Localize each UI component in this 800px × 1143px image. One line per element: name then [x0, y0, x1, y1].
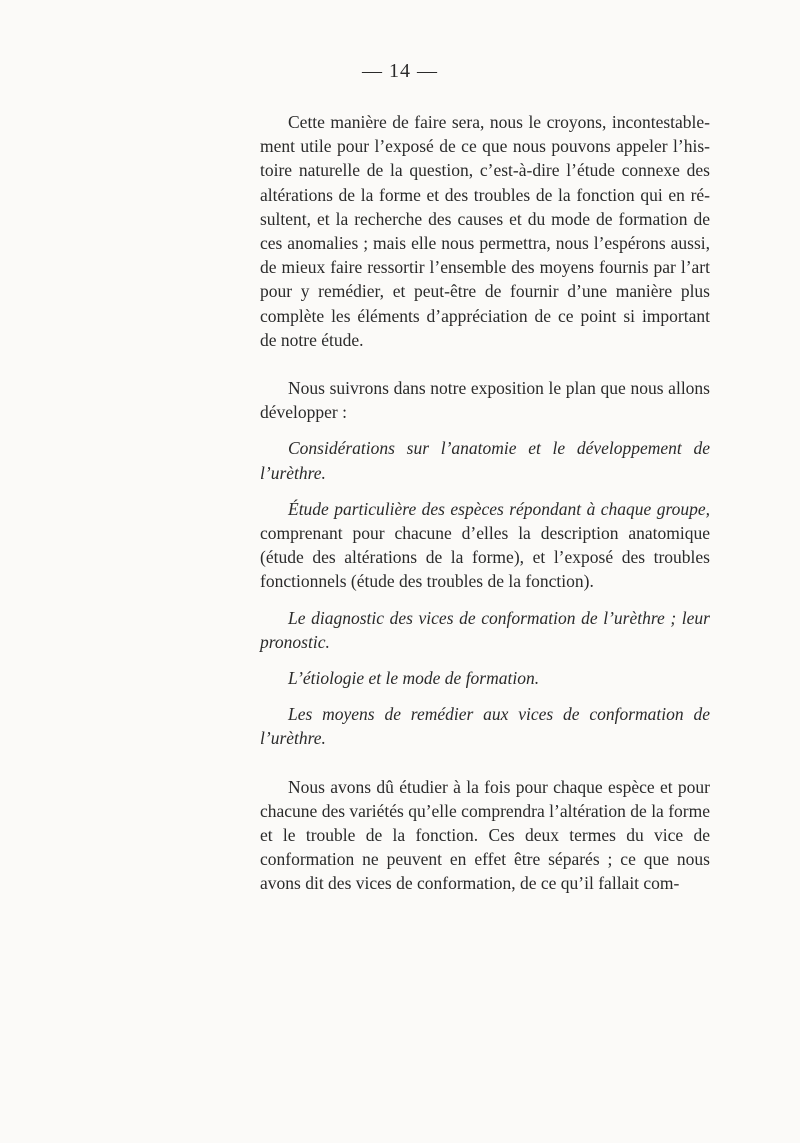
plan-item-etiology: L’étiologie et le mode de formation.	[288, 668, 540, 689]
plan-item-remedies: Les moyens de remédier aux vices de conformation de l’urèthre.	[260, 704, 710, 749]
plan-item-anatomy: Considérations sur l’anatomie et le développement de l’urèthre.	[260, 438, 710, 483]
page-number: — 14 —	[362, 60, 438, 82]
plan-item-species-title: Étude particulière des espèces répondant à chaque groupe,	[288, 498, 710, 519]
paragraph-method: Nous avons dû étudier à la fois pour chaque espèce et pour chacune des variétés qu’elle comprendra l’altération de la forme et le trouble de la fonction. Ces deux termes du vice de conformation ne peuvent en effet être séparés ; ce que nous avons dit des vices de conformation, de ce qu’il fallait com-	[260, 776, 710, 894]
paragraph-plan: Nous suivrons dans notre exposition le plan que nous allons développer :	[260, 378, 710, 423]
plan-item-diagnosis: Le diagnostic des vices de conformation de l’urèthre ; leur pronostic.	[260, 607, 710, 652]
plan-item-species-desc: comprenant pour chacune d’elles la description anatomique (étude des altérations de la forme), et l’exposé des troubles fonctionnels (étude des troubles de la fonction).	[260, 523, 710, 592]
paragraph-intro: Cette manière de faire sera, nous le croyons, incontestablement utile pour l’exposé de ce que nous pouvons appeler l’histoire naturelle de la question, c’est-à-dire l’étude connexe des altérations de la forme et des troubles de la fonction qui en résultent, et la recherche des causes et du mode de formation de ces anomalies ; mais elle nous permettra, nous l’espérons aussi, de mieux faire ressortir l’ensemble des moyens fournis par l’art pour y remédier, et peut-être de fournir d’une manière plus complète les éléments d’appréciation de ce point si important de notre étude.	[260, 112, 710, 350]
plan-item-species	[260, 497, 710, 594]
body-text	[260, 110, 710, 896]
